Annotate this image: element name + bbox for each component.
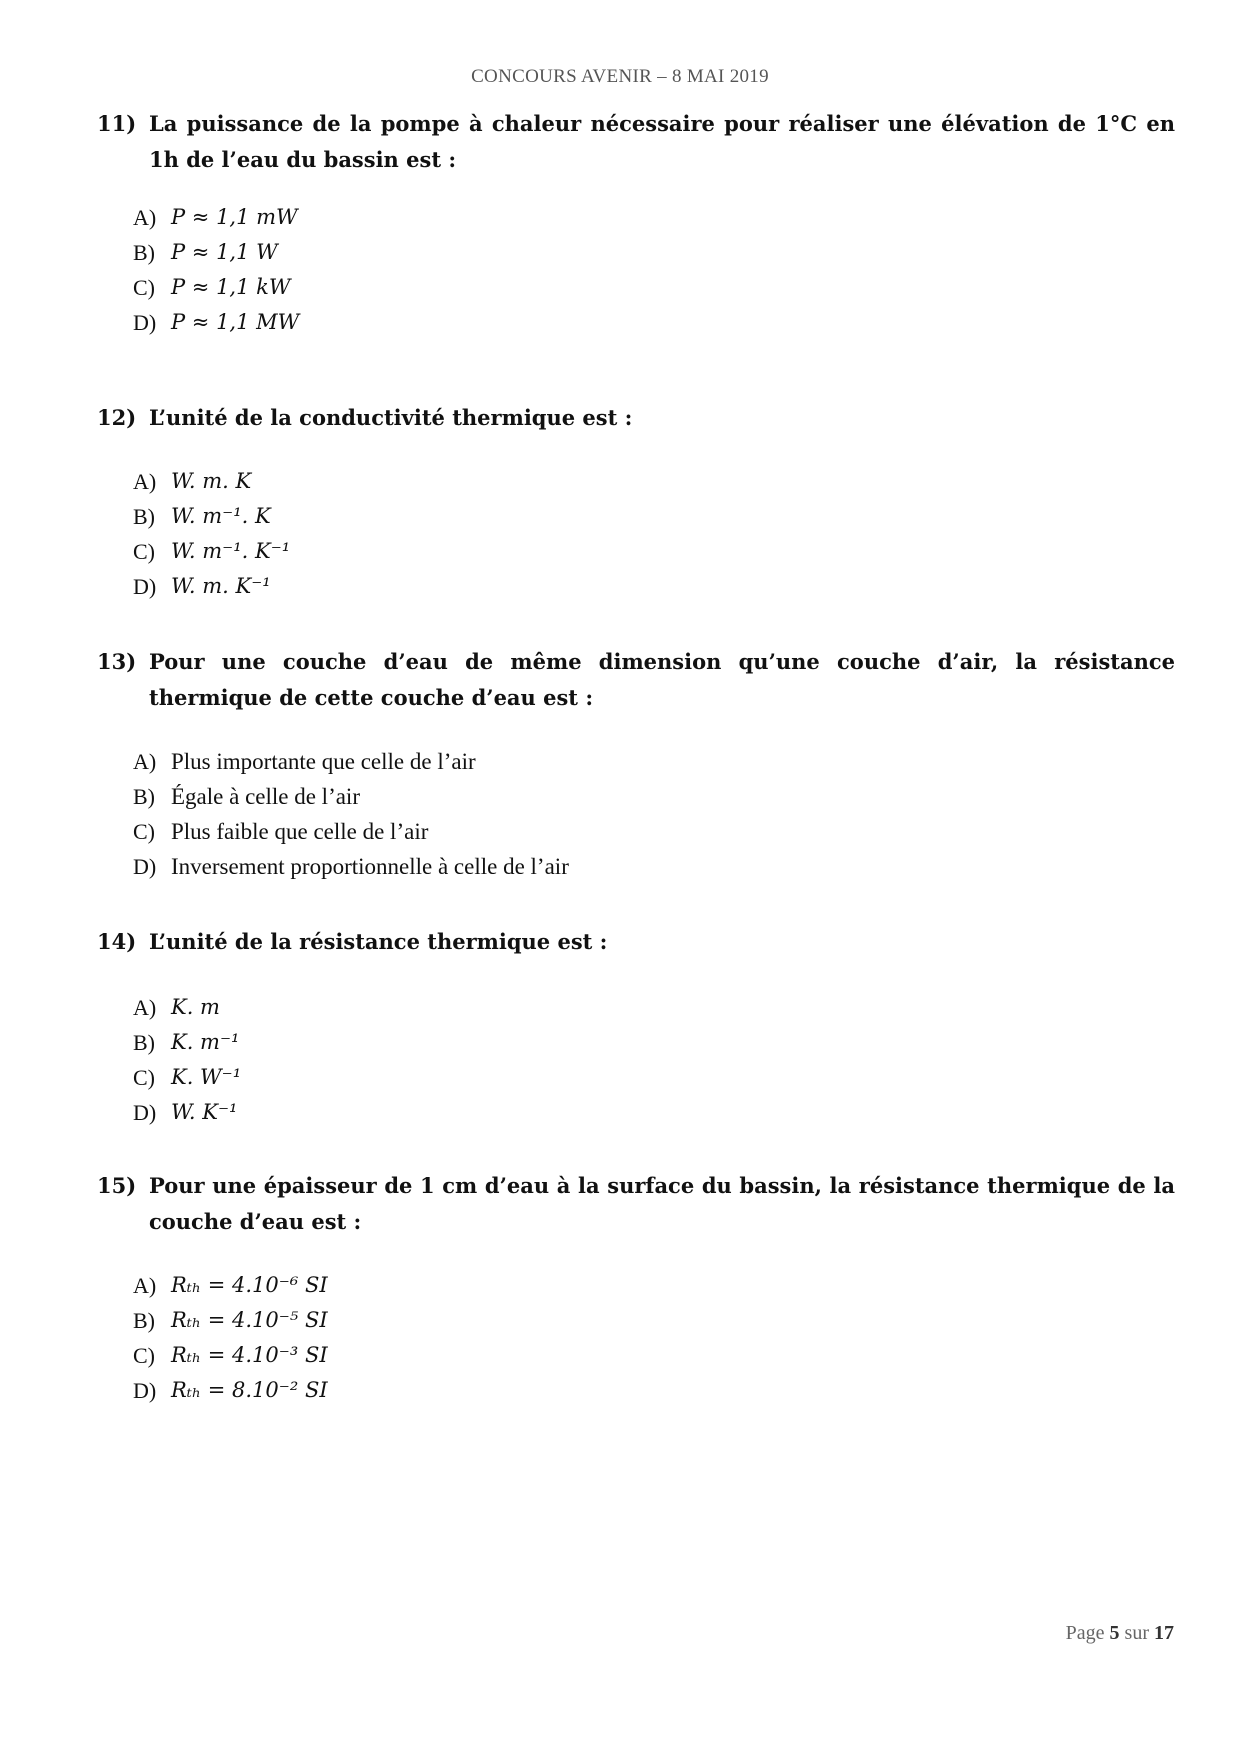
- answer-option-d[interactable]: [133, 1095, 241, 1130]
- answer-option-a[interactable]: [133, 744, 569, 779]
- answer-letter: C): [133, 1343, 155, 1368]
- answer-letter: A): [133, 995, 157, 1020]
- answer-letter: D): [133, 310, 157, 335]
- answer-option-b[interactable]: [133, 235, 299, 270]
- question-11: [97, 106, 1175, 335]
- answer-option-d[interactable]: [133, 1373, 328, 1408]
- answer-text: W. m. K⁻¹: [171, 574, 271, 598]
- question-text: La puissance de la pompe à chaleur nécessaire pour réaliser une élévation de 1°C en 1h de l’eau du bassin est :: [149, 111, 1175, 172]
- answer-text: W. m⁻¹. K⁻¹: [171, 539, 291, 563]
- answer-text: Rₜₕ = 4.10⁻⁶ SI: [171, 1273, 328, 1297]
- answer-letter: B): [133, 504, 155, 529]
- question-heading: [97, 1168, 1175, 1240]
- answer-text: W. m. K: [171, 469, 252, 493]
- answer-text: W. m⁻¹. K: [171, 504, 271, 528]
- answer-text: Égale à celle de l’air: [171, 784, 360, 809]
- answer-letter: C): [133, 819, 155, 844]
- answer-list: [133, 990, 241, 1130]
- answer-option-a[interactable]: [133, 990, 241, 1025]
- page-header: CONCOURS AVENIR – 8 MAI 2019: [471, 66, 769, 87]
- answer-option-a[interactable]: [133, 1268, 328, 1303]
- question-number: 11): [97, 111, 137, 136]
- answer-letter: D): [133, 574, 157, 599]
- answer-letter: C): [133, 1065, 155, 1090]
- answer-text: W. K⁻¹: [171, 1100, 238, 1124]
- question-text: Pour une épaisseur de 1 cm d’eau à la surface du bassin, la résistance thermique de la couche d’eau est :: [149, 1173, 1175, 1234]
- answer-letter: D): [133, 854, 157, 879]
- answer-option-b[interactable]: [133, 1025, 241, 1060]
- question-text: L’unité de la conductivité thermique est :: [149, 405, 633, 430]
- answer-text: P ≈ 1,1 kW: [171, 275, 291, 299]
- answer-letter: B): [133, 1308, 155, 1333]
- footer-current-page: 5: [1109, 1622, 1120, 1644]
- answer-text: P ≈ 1,1 MW: [171, 310, 300, 334]
- answer-option-c[interactable]: [133, 1338, 328, 1373]
- answer-text: Plus faible que celle de l’air: [171, 819, 429, 844]
- question-14: [97, 924, 1175, 1125]
- answer-option-c[interactable]: [133, 1060, 241, 1095]
- question-15: [97, 1168, 1175, 1403]
- answer-list: [133, 464, 290, 604]
- answer-text: K. W⁻¹: [171, 1065, 242, 1089]
- answer-list: [133, 200, 299, 340]
- answer-letter: B): [133, 1030, 155, 1055]
- footer-middle: sur: [1124, 1622, 1149, 1644]
- answer-list: [133, 744, 569, 884]
- answer-option-a[interactable]: [133, 464, 290, 499]
- answer-text: Rₜₕ = 8.10⁻² SI: [171, 1378, 328, 1402]
- answer-text: P ≈ 1,1 W: [171, 240, 278, 264]
- question-number: 15): [97, 1173, 137, 1198]
- answer-text: P ≈ 1,1 mW: [171, 205, 298, 229]
- answer-option-c[interactable]: [133, 534, 290, 569]
- question-heading: [97, 106, 1175, 178]
- answer-letter: B): [133, 784, 155, 809]
- answer-letter: A): [133, 749, 157, 774]
- answer-letter: D): [133, 1378, 157, 1403]
- question-12: [97, 400, 1175, 599]
- question-heading: [97, 400, 1175, 436]
- answer-letter: D): [133, 1100, 157, 1125]
- question-number: 12): [97, 405, 137, 430]
- question-text: Pour une couche d’eau de même dimension qu’une couche d’air, la résistance thermique de cette couche d’eau est :: [149, 649, 1175, 710]
- question-13: [97, 644, 1175, 879]
- question-heading: [97, 644, 1175, 716]
- answer-option-b[interactable]: [133, 499, 290, 534]
- footer-prefix: Page: [1065, 1622, 1105, 1644]
- answer-text: Rₜₕ = 4.10⁻⁵ SI: [171, 1308, 328, 1332]
- answer-letter: C): [133, 275, 155, 300]
- question-text: L’unité de la résistance thermique est :: [149, 929, 608, 954]
- page-number-footer: [1066, 1622, 1174, 1645]
- answer-text: Plus importante que celle de l’air: [171, 749, 476, 774]
- answer-option-b[interactable]: [133, 1303, 328, 1338]
- answer-option-d[interactable]: [133, 849, 569, 884]
- answer-text: K. m⁻¹: [171, 1030, 240, 1054]
- footer-total-pages: 17: [1154, 1622, 1174, 1644]
- answer-letter: C): [133, 539, 155, 564]
- answer-option-c[interactable]: [133, 814, 569, 849]
- answer-option-b[interactable]: [133, 779, 569, 814]
- answer-text: K. m: [171, 995, 220, 1019]
- answer-letter: A): [133, 469, 157, 494]
- answer-option-c[interactable]: [133, 270, 299, 305]
- question-number: 14): [97, 929, 137, 954]
- answer-option-a[interactable]: [133, 200, 299, 235]
- answer-letter: B): [133, 240, 155, 265]
- answer-text: Inversement proportionnelle à celle de l’air: [171, 854, 569, 879]
- answer-letter: A): [133, 205, 157, 230]
- answer-option-d[interactable]: [133, 305, 299, 340]
- answer-letter: A): [133, 1273, 157, 1298]
- answer-list: [133, 1268, 328, 1408]
- question-heading: [97, 924, 1175, 960]
- answer-option-d[interactable]: [133, 569, 290, 604]
- answer-text: Rₜₕ = 4.10⁻³ SI: [171, 1343, 328, 1367]
- question-number: 13): [97, 649, 137, 674]
